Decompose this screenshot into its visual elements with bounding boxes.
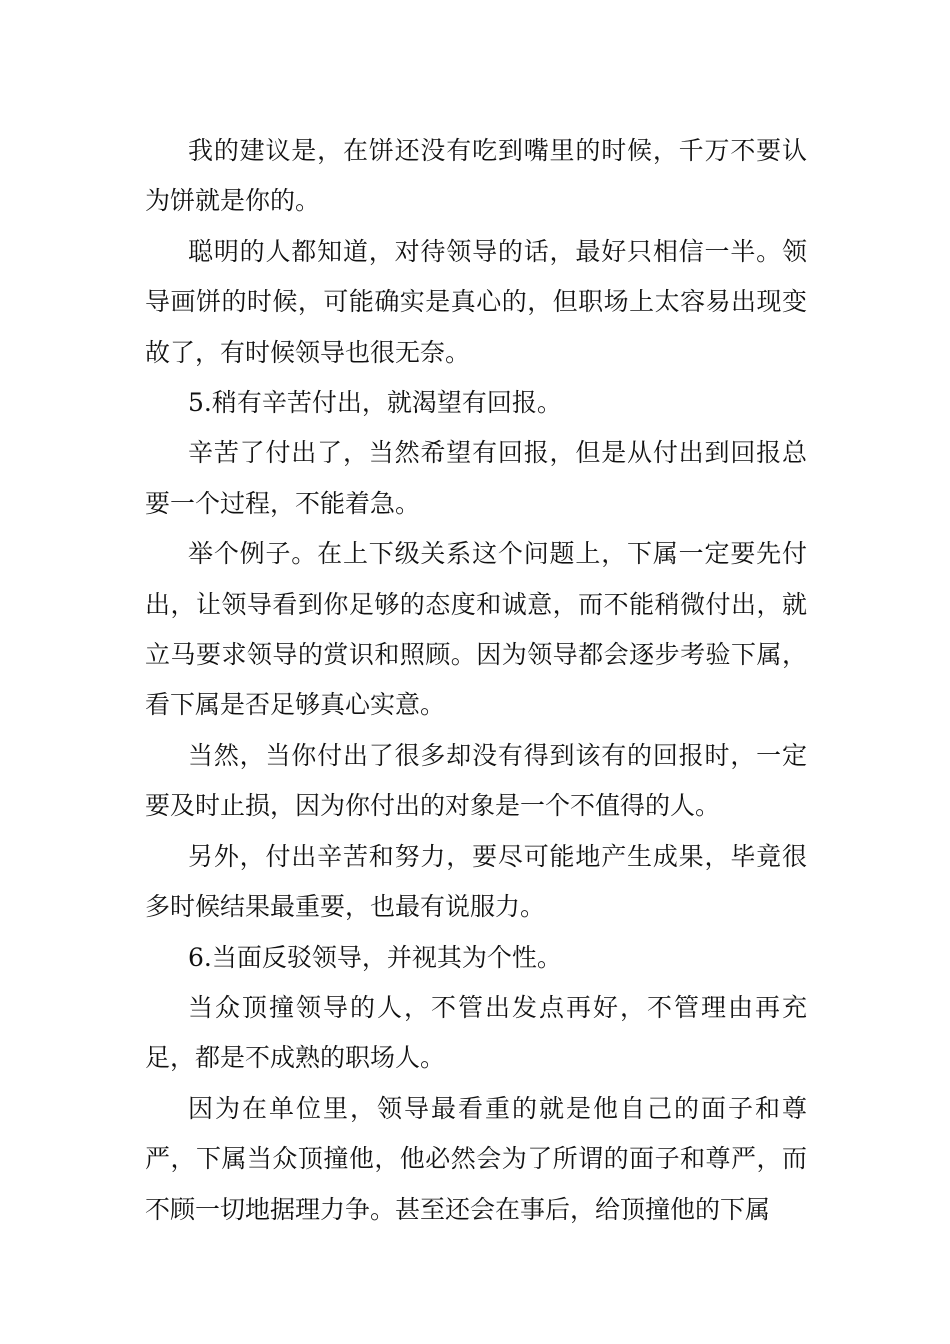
paragraph: 另外，付出辛苦和努力，要尽可能地产生成果，毕竟很多时候结果最重要，也最有说服力。 <box>145 841 807 922</box>
paragraph: 聪明的人都知道，对待领导的话，最好只相信一半。领导画饼的时候，可能确实是真心的，但职场上太容易出现变故了，有时候领导也很无奈。 <box>145 236 807 367</box>
paragraph: 当众顶撞领导的人，不管出发点再好，不管理由再充足，都是不成熟的职场人。 <box>145 992 807 1073</box>
paragraph: 因为在单位里，领导最看重的就是他自己的面子和尊严，下属当众顶撞他，他必然会为了所谓的面子和尊严，而不顾一切地据理力争。甚至还会在事后，给顶撞他的下属 <box>145 1093 807 1224</box>
paragraph: 我的建议是，在饼还没有吃到嘴里的时候，千万不要认为饼就是你的。 <box>145 136 807 216</box>
section-heading: 6.当面反驳领导，并视其为个性。 <box>188 942 562 972</box>
document-body <box>145 126 807 1235</box>
paragraph: 当然，当你付出了很多却没有得到该有的回报时，一定要及时止损，因为你付出的对象是一个不值得的人。 <box>145 740 807 821</box>
paragraph: 举个例子。在上下级关系这个问题上，下属一定要先付出，让领导看到你足够的态度和诚意，而不能稍微付出，就立马要求领导的赏识和照顾。因为领导都会逐步考验下属，看下属是否足够真心实意。 <box>145 539 807 720</box>
section-heading: 5.稍有辛苦付出，就渴望有回报。 <box>188 388 562 418</box>
paragraph: 辛苦了付出了，当然希望有回报，但是从付出到回报总要一个过程，不能着急。 <box>145 438 807 518</box>
